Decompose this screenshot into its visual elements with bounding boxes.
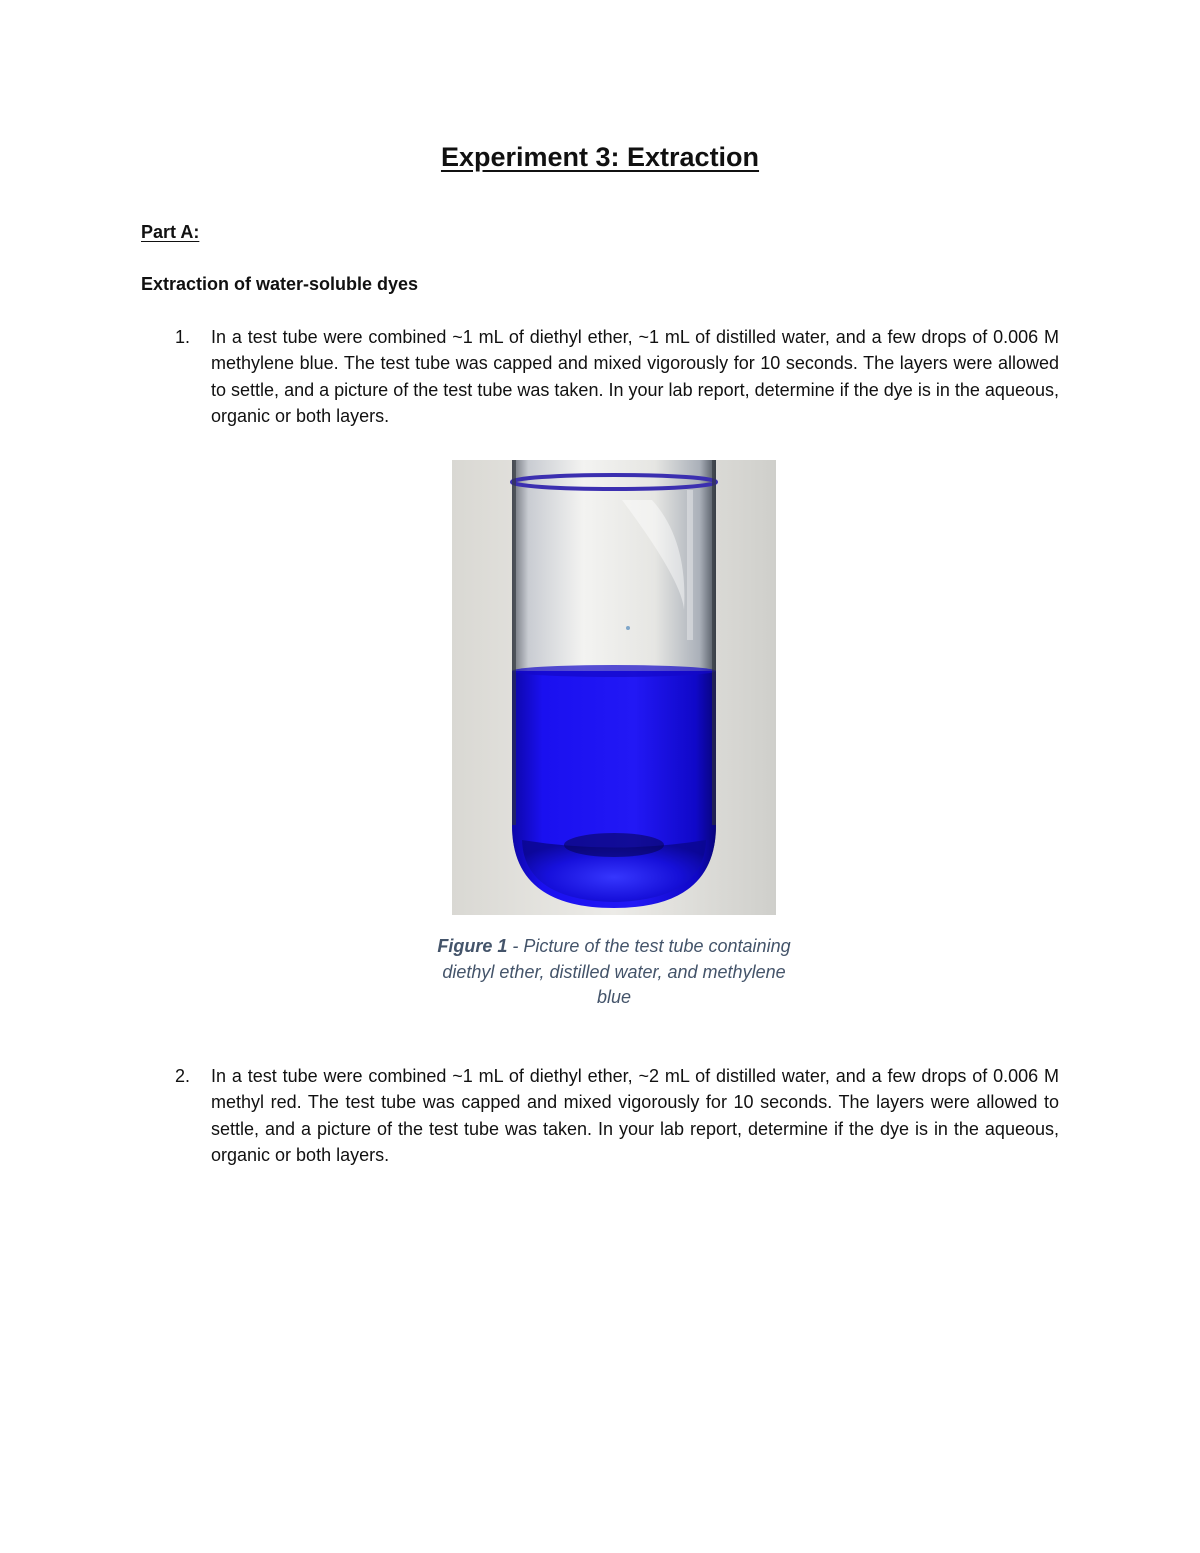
test-tube-photo xyxy=(452,460,776,915)
part-heading: Part A: xyxy=(141,222,200,242)
figure-caption-text: - Picture of the test tube containing diethyl ether, distilled water, and methylene blue xyxy=(442,936,791,1007)
list-item-text: In a test tube were combined ~1 mL of diethyl ether, ~1 mL of distilled water, and a few drops of 0.006 M methylene blue. The test tube was capped and mixed vigorously for 10 seconds. The layers were allowed to settle, and a picture of the test tube was taken. In your lab report, determine if the dye is in the aqueous, organic or both layers. xyxy=(211,327,1059,426)
page-title: Experiment 3: Extraction xyxy=(440,142,760,172)
list-item-number: 1. xyxy=(175,327,191,347)
figure-caption xyxy=(430,934,798,1011)
list-item-number: 2. xyxy=(175,1066,191,1086)
list-item xyxy=(141,324,1059,429)
section-heading: Extraction of water-soluble dyes xyxy=(141,274,419,294)
test-tube-illustration xyxy=(452,460,776,915)
figure-label: Figure 1 xyxy=(437,936,508,956)
list-item-text: In a test tube were combined ~1 mL of diethyl ether, ~2 mL of distilled water, and a few drops of 0.006 M methyl red. The test tube was capped and mixed vigorously for 10 seconds. The layers were allowed to settle, and a picture of the test tube was taken. In your lab report, determine if the dye is in the aqueous, organic or both layers. xyxy=(211,1066,1059,1165)
list-item xyxy=(141,1063,1059,1168)
